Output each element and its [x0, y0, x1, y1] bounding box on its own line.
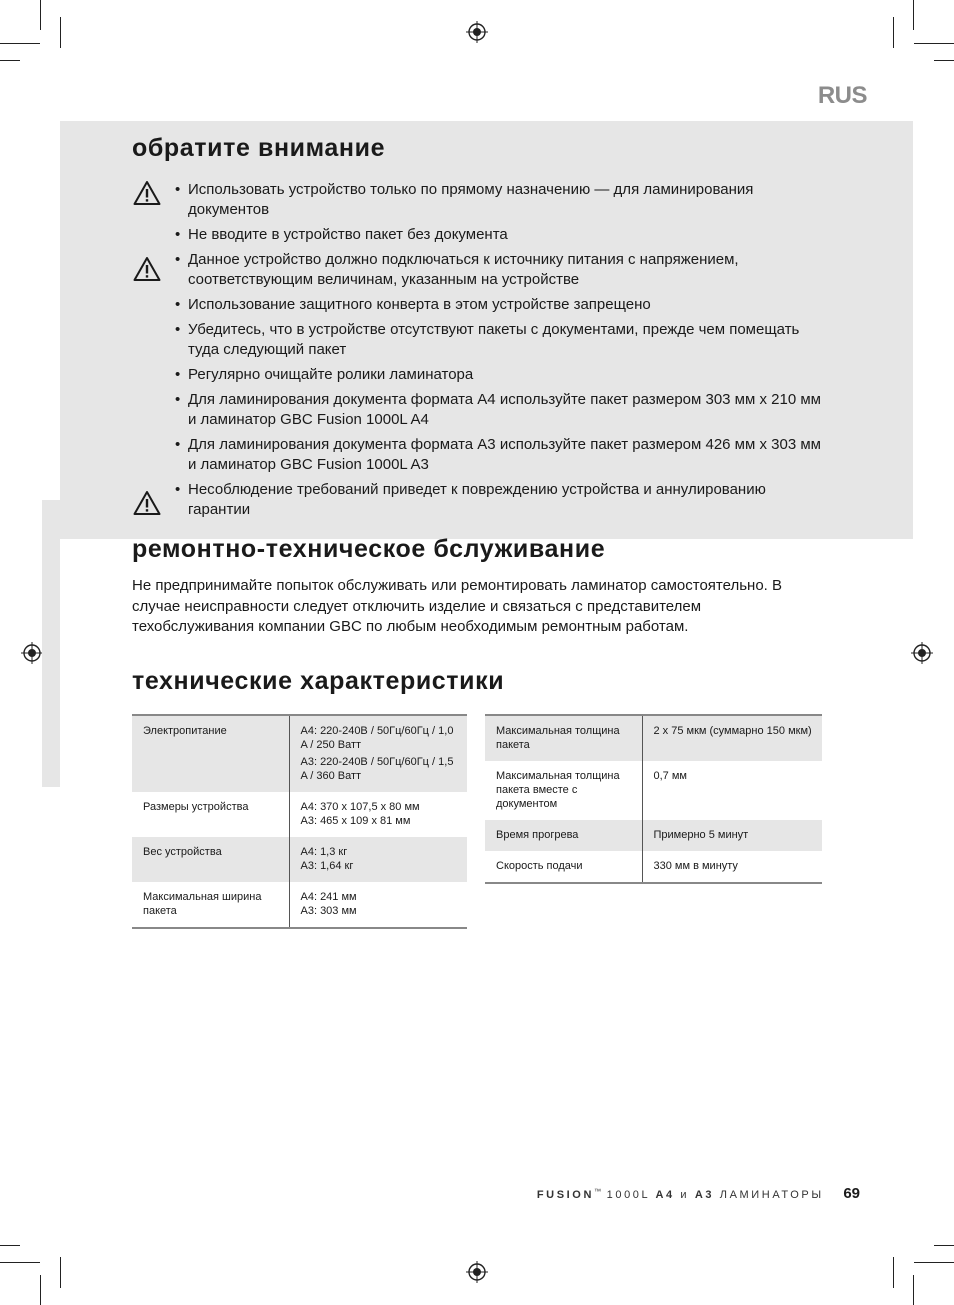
spec-value [289, 837, 467, 882]
spec-value-line: A3: 220-240B / 50Гц/60Гц / 1,5 A / 360 Ватт [300, 756, 454, 782]
footer-a4: A4 [655, 1189, 675, 1201]
specs-heading: технические характеристики [132, 667, 505, 695]
spec-value [642, 820, 822, 851]
registration-mark-icon [21, 642, 43, 664]
side-tab-bar [42, 500, 60, 787]
notice-bullet: • Данное устройство должно подключаться к источнику питания с напряжением, соответствующим величинам, указанным на устройстве [175, 250, 825, 290]
notice-heading: обратите внимание [132, 134, 386, 162]
registration-mark-icon [466, 21, 488, 43]
maintenance-paragraph: Не предпринимайте попыток обслуживать или ремонтировать ламинатор самостоятельно. В случае неисправности следует отключить изделие и связаться с представителем техобслуживания компании GBC по любым необходимым ремонтным работам. [132, 577, 783, 635]
spec-value [289, 882, 467, 928]
notice-bullet-list [175, 180, 825, 525]
notice-bullet: • Не вводите в устройство пакет без документа [175, 225, 825, 245]
warning-triangle-icon [133, 490, 161, 516]
warning-triangle-icon [133, 180, 161, 206]
spec-value-line: 0,7 мм [653, 770, 687, 782]
spec-value [289, 715, 467, 792]
spec-value-line: 330 мм в минуту [653, 860, 738, 872]
footer-trademark: ™ [594, 1188, 601, 1196]
table-row [132, 792, 467, 837]
footer-a3: A3 [694, 1189, 715, 1201]
spec-value-line: A3: 1,64 кг [300, 860, 354, 872]
table-row [485, 851, 822, 883]
spec-value-line: Примерно 5 минут [653, 829, 749, 841]
spec-value-line: A4: 1,3 кг [300, 846, 348, 858]
spec-value [642, 715, 822, 761]
notice-bullet: • Убедитесь, что в устройстве отсутствуют пакеты с документами, прежде чем помещать туда следующий пакет [175, 320, 825, 360]
notice-bullet: • Использование защитного конверта в этом устройстве запрещено [175, 295, 825, 315]
page-footer [480, 1185, 860, 1202]
spec-value [289, 792, 467, 837]
table-row [132, 715, 467, 792]
table-row [485, 761, 822, 820]
spec-value [642, 851, 822, 883]
spec-value-line: A4: 370 x 107,5 x 80 мм [300, 801, 420, 813]
table-row [132, 882, 467, 928]
spec-label: Скорость подачи [485, 851, 642, 883]
footer-product: ЛАМИНАТОРЫ [719, 1189, 824, 1201]
table-row [485, 820, 822, 851]
spec-label: Максимальная толщина пакета [485, 715, 642, 761]
notice-bullet: • Использовать устройство только по прямому назначению — для ламинирования документов [175, 180, 825, 220]
spec-label: Максимальная ширина пакета [132, 882, 289, 928]
spec-value-line: 2 x 75 мкм (суммарно 150 мкм) [653, 725, 812, 737]
notice-bullet: • Для ламинирования документа формата A3 используйте пакет размером 426 мм x 303 мм и ламинатор GBC Fusion 1000L A3 [175, 435, 825, 475]
registration-mark-icon [466, 1261, 488, 1283]
spec-label: Размеры устройства [132, 792, 289, 837]
spec-value-line: A4: 220-240B / 50Гц/60Гц / 1,0 A / 250 Ватт [300, 725, 454, 751]
specs-table-right [485, 714, 822, 884]
footer-model: 1000L [606, 1189, 650, 1201]
spec-label: Вес устройства [132, 837, 289, 882]
spec-value [642, 761, 822, 820]
page-number: 69 [843, 1185, 860, 1202]
maintenance-heading: ремонтно-техническое бслуживание [132, 535, 606, 563]
language-tag: RUS [817, 82, 867, 109]
warning-triangle-icon [133, 256, 161, 282]
footer-brand: FUSION [536, 1189, 594, 1201]
table-row [485, 715, 822, 761]
notice-bullet: • Несоблюдение требований приведет к повреждению устройства и аннулированию гарантии [175, 480, 825, 520]
spec-value-line: A3: 465 x 109 x 81 мм [300, 815, 411, 827]
spec-value-line: A3: 303 мм [300, 905, 357, 917]
spec-value-line: A4: 241 мм [300, 891, 357, 903]
registration-mark-icon [911, 642, 933, 664]
table-row [132, 837, 467, 882]
spec-label: Максимальная толщина пакета вместе с документом [485, 761, 642, 820]
notice-bullet: • Регулярно очищайте ролики ламинатора [175, 365, 825, 385]
footer-and: и [680, 1189, 690, 1201]
spec-label: Электропитание [132, 715, 289, 792]
specs-table-left [132, 714, 467, 929]
notice-bullet: • Для ламинирования документа формата A4 используйте пакет размером 303 мм x 210 мм и ламинатор GBC Fusion 1000L A4 [175, 390, 825, 430]
spec-label: Время прогрева [485, 820, 642, 851]
